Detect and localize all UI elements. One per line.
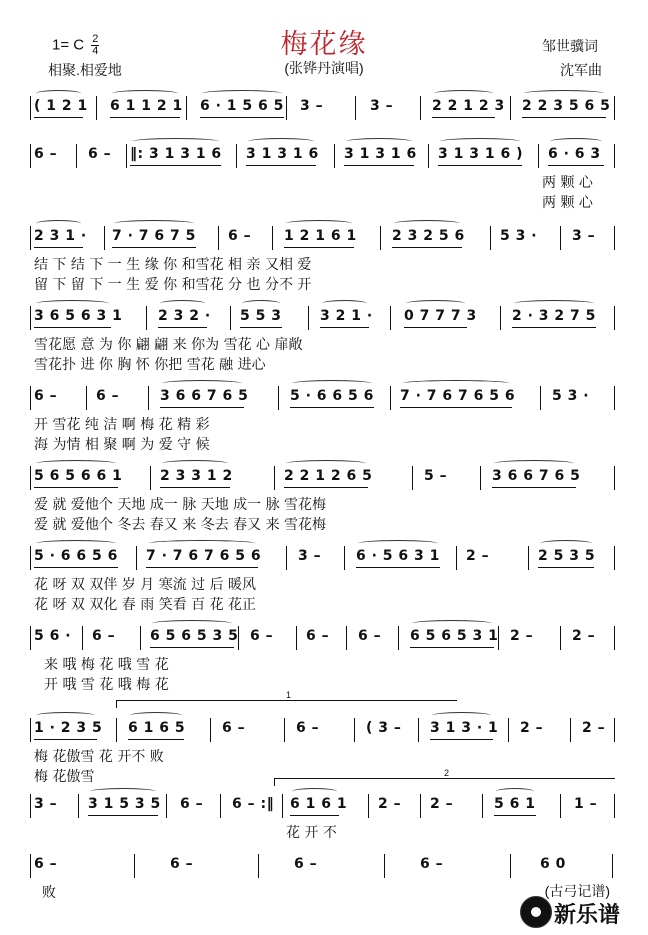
- slur-arc: [36, 90, 81, 97]
- bar-line: [334, 144, 335, 168]
- lyric-line-1: 结 下 结 下 一 生 缘 你 和雪花 相 亲 又相 爱: [34, 257, 312, 273]
- bar-line: [412, 466, 413, 490]
- slur-arc: [434, 90, 493, 97]
- beam-underline: [284, 487, 368, 488]
- measure-notes: 3 1 3 1 6: [246, 146, 319, 162]
- bar-line: [136, 546, 137, 570]
- measure-notes: 3 –: [298, 548, 322, 564]
- slur-arc: [514, 300, 594, 307]
- bar-line: [560, 794, 561, 818]
- beam-underline: [160, 407, 244, 408]
- volta-number: 2: [444, 768, 450, 778]
- bar-line: [186, 96, 187, 120]
- bar-line: [30, 306, 31, 330]
- slur-arc: [292, 788, 337, 795]
- slur-arc: [540, 540, 592, 547]
- measure-notes: ‖: 3 1 3 1 6: [130, 146, 222, 162]
- bar-line: [528, 546, 529, 570]
- bar-line: [140, 626, 141, 650]
- bar-line: [420, 96, 421, 120]
- bar-line: [308, 306, 309, 330]
- beam-underline: [150, 647, 234, 648]
- beam-underline: [110, 117, 180, 118]
- slur-arc: [524, 90, 604, 97]
- beam-underline: [200, 117, 284, 118]
- measure-notes: 6 5 6 5 3 5: [150, 628, 239, 644]
- beam-underline: [538, 567, 594, 568]
- measure-notes: 2 –: [466, 548, 490, 564]
- measure-notes: 2 2 1 2 3: [432, 98, 505, 114]
- beam-underline: [112, 247, 196, 248]
- measure-notes: 5 · 6 6 5 6: [34, 548, 118, 564]
- measure-notes: 7 · 7 6 7 6 5 6: [146, 548, 262, 564]
- beam-underline: [522, 117, 606, 118]
- beam-underline: [404, 327, 467, 328]
- measure-notes: 3 6 6 7 6 5: [492, 468, 581, 484]
- bar-line: [614, 96, 615, 120]
- measure-notes: 6 –: [180, 796, 204, 812]
- slur-arc: [36, 460, 116, 467]
- bar-line: [614, 226, 615, 250]
- measure-notes: 6 · 1 5 6 5: [200, 98, 284, 114]
- lyricist: 邹世骥词: [542, 38, 598, 54]
- bar-line: [614, 466, 615, 490]
- bar-line: [230, 306, 231, 330]
- slur-arc: [394, 220, 460, 227]
- bar-line: [210, 718, 211, 742]
- bar-line: [134, 854, 135, 878]
- beam-underline: [34, 487, 118, 488]
- bar-line: [510, 854, 511, 878]
- measure-notes: 5 6 ·: [34, 628, 72, 644]
- lyric-line-2: 梅 花傲雪: [34, 769, 95, 785]
- bar-line: [96, 96, 97, 120]
- beam-underline: [240, 327, 282, 328]
- bar-line: [30, 794, 31, 818]
- measure-notes: 1 2 1 6 1: [284, 228, 357, 244]
- measure-notes: 6 –: [170, 856, 194, 872]
- bar-line: [480, 466, 481, 490]
- measure-notes: 2 3 1 ·: [34, 228, 87, 244]
- measure-notes: 6 –: [34, 146, 58, 162]
- slur-arc: [292, 380, 372, 387]
- slur-arc: [36, 220, 81, 227]
- bar-line: [274, 466, 275, 490]
- beam-underline: [356, 567, 440, 568]
- measure-notes: 3 –: [34, 796, 58, 812]
- beam-underline: [438, 165, 522, 166]
- measure-notes: 6 –: [96, 388, 120, 404]
- slur-arc: [130, 712, 182, 719]
- measure-notes: 5 6 1: [494, 796, 536, 812]
- measure-notes: 3 6 5 6 3 1: [34, 308, 123, 324]
- bar-line: [30, 546, 31, 570]
- measure-notes: 6 · 6 3: [548, 146, 601, 162]
- measure-notes: 6 0: [540, 856, 566, 872]
- beam-underline: [432, 117, 495, 118]
- lyric-line-1: 败: [42, 885, 56, 901]
- beam-underline: [284, 247, 354, 248]
- slur-arc: [402, 380, 510, 387]
- slur-arc: [152, 620, 232, 627]
- slur-arc: [36, 712, 95, 719]
- slur-arc: [346, 138, 412, 145]
- measure-notes: 6 –: [88, 146, 112, 162]
- bar-line: [76, 144, 77, 168]
- slur-arc: [494, 460, 574, 467]
- bar-line: [500, 306, 501, 330]
- bar-line: [390, 386, 391, 410]
- bar-line: [116, 718, 117, 742]
- lyric-line-2: 留 下 留 下 一 生 爱 你 和雪花 分 也 分不 开: [34, 277, 312, 293]
- beam-underline: [246, 165, 316, 166]
- measure-notes: 1 · 2 3 5: [34, 720, 103, 736]
- bar-line: [236, 144, 237, 168]
- bar-line: [456, 546, 457, 570]
- bar-line: [418, 718, 419, 742]
- slur-arc: [114, 220, 194, 227]
- beam-underline: [34, 739, 97, 740]
- time-top: 2: [92, 33, 99, 45]
- bar-line: [614, 626, 615, 650]
- vinyl-disc-icon: [520, 896, 552, 928]
- slur-arc: [162, 460, 228, 467]
- bar-line: [346, 626, 347, 650]
- slur-arc: [202, 90, 282, 97]
- lyric-line-2: 开 哦 雪 花 哦 梅 花: [44, 677, 169, 693]
- bar-line: [126, 144, 127, 168]
- measure-notes: 2 –: [520, 720, 544, 736]
- volta-number: 1: [286, 690, 292, 700]
- tempo-mood: 相聚.相爱地: [48, 62, 122, 78]
- slur-arc: [148, 540, 256, 547]
- volta-bracket: [116, 700, 457, 708]
- measure-notes: ( 1 2 1: [34, 98, 88, 114]
- measure-notes: 2 –: [582, 720, 606, 736]
- lyric-line-1: 爱 就 爱他个 天地 成一 脉 天地 成一 脉 雪花梅: [34, 497, 327, 513]
- bar-line: [30, 144, 31, 168]
- lyric-line-1: 花 呀 双 双伴 岁 月 寒流 过 后 暖风: [34, 577, 257, 593]
- slur-arc: [550, 138, 602, 145]
- measure-notes: 3 1 3 · 1: [430, 720, 499, 736]
- bar-line: [398, 626, 399, 650]
- bar-line: [148, 386, 149, 410]
- bar-line: [614, 144, 615, 168]
- lyric-line-1: 两 颗 心: [542, 175, 593, 191]
- key-label: 1= C: [52, 36, 85, 54]
- beam-underline: [512, 327, 596, 328]
- measure-notes: 5 · 6 6 5 6: [290, 388, 374, 404]
- slur-arc: [496, 788, 534, 795]
- time-bottom: 4: [92, 45, 99, 57]
- key-signature: [52, 34, 99, 57]
- beam-underline: [34, 327, 111, 328]
- measure-notes: 1 –: [574, 796, 598, 812]
- measure-notes: 0 7 7 7 3: [404, 308, 477, 324]
- bar-line: [508, 718, 509, 742]
- beam-underline: [290, 815, 339, 816]
- bar-line: [614, 546, 615, 570]
- bar-line: [390, 306, 391, 330]
- measure-notes: 2 5 3 5: [538, 548, 596, 564]
- bar-line: [614, 718, 615, 742]
- measure-notes: 6 1 1 2 1: [110, 98, 183, 114]
- slur-arc: [248, 138, 314, 145]
- measure-notes: 6 –: [420, 856, 444, 872]
- bar-line: [560, 226, 561, 250]
- lyric-line-2: 花 呀 双 双化 春 雨 笑看 百 花 花正: [34, 597, 257, 613]
- measure-notes: 6 –: [92, 628, 116, 644]
- measure-notes: 5 3 ·: [500, 228, 538, 244]
- measure-notes: 6 –: [296, 720, 320, 736]
- beam-underline: [128, 739, 184, 740]
- slur-arc: [358, 540, 438, 547]
- measure-notes: 2 –: [430, 796, 454, 812]
- slur-arc: [406, 300, 465, 307]
- slur-arc: [242, 300, 280, 307]
- bar-line: [614, 386, 615, 410]
- beam-underline: [290, 407, 374, 408]
- logo-text: 新乐谱: [554, 903, 621, 928]
- bar-line: [384, 854, 385, 878]
- beam-underline: [130, 165, 221, 166]
- bar-line: [510, 96, 511, 120]
- beam-underline: [344, 165, 414, 166]
- bar-line: [380, 226, 381, 250]
- bar-line: [354, 718, 355, 742]
- bar-line: [78, 794, 79, 818]
- slur-arc: [412, 620, 492, 627]
- volta-bracket: [274, 778, 615, 786]
- measure-notes: 2 –: [510, 628, 534, 644]
- measure-notes: 2 –: [572, 628, 596, 644]
- bar-line: [150, 466, 151, 490]
- bar-line: [286, 546, 287, 570]
- bar-line: [482, 794, 483, 818]
- lyric-line-1: 梅 花傲雪 花 开不 败: [34, 749, 164, 765]
- measure-notes: 2 –: [378, 796, 402, 812]
- lyric-line-2: 雪花扑 进 你 胸 怀 你把 雪花 融 进心: [34, 357, 266, 373]
- bar-line: [166, 794, 167, 818]
- bar-line: [355, 96, 356, 120]
- bar-line: [560, 626, 561, 650]
- measure-notes: 6 – :‖: [232, 796, 275, 812]
- measure-notes: 3 –: [300, 98, 324, 114]
- measure-notes: 3 –: [572, 228, 596, 244]
- beam-underline: [548, 165, 604, 166]
- bar-line: [612, 854, 613, 878]
- bar-line: [278, 386, 279, 410]
- beam-underline: [34, 247, 83, 248]
- measure-notes: 6 –: [34, 388, 58, 404]
- measure-notes: 3 –: [370, 98, 394, 114]
- measure-notes: 6 –: [222, 720, 246, 736]
- bar-line: [490, 226, 491, 250]
- measure-notes: 3 6 6 7 6 5: [160, 388, 249, 404]
- bar-line: [30, 96, 31, 120]
- lyric-line-2: 海 为情 相 聚 啊 为 爱 守 候: [34, 437, 210, 453]
- bar-line: [614, 794, 615, 818]
- bar-line: [272, 226, 273, 250]
- measure-notes: 6 –: [250, 628, 274, 644]
- measure-notes: 3 1 3 1 6: [344, 146, 417, 162]
- slur-arc: [286, 460, 366, 467]
- measure-notes: 2 3 3 1 2: [160, 468, 233, 484]
- measure-notes: 5 –: [424, 468, 448, 484]
- measure-notes: 6 5 6 5 3 1: [410, 628, 499, 644]
- bar-line: [286, 96, 287, 120]
- lyric-line-1: 雪花愿 意 为 你 翩 翩 来 你为 雪花 心 扉敞: [34, 337, 303, 353]
- bar-line: [428, 144, 429, 168]
- slur-arc: [132, 138, 219, 145]
- bar-line: [146, 306, 147, 330]
- beam-underline: [400, 407, 512, 408]
- beam-underline: [88, 815, 158, 816]
- beam-underline: [160, 487, 230, 488]
- bar-line: [614, 306, 615, 330]
- measure-notes: 2 · 3 2 7 5: [512, 308, 596, 324]
- slur-arc: [36, 540, 116, 547]
- measure-notes: 6 –: [306, 628, 330, 644]
- measure-notes: 5 6 5 6 6 1: [34, 468, 123, 484]
- lyric-line-1: 花 开 不: [286, 825, 337, 841]
- measure-notes: 7 · 7 6 7 6 5 6: [400, 388, 516, 404]
- bar-line: [218, 226, 219, 250]
- transcriber-note: (古弓记谱): [544, 883, 610, 899]
- measure-notes: 7 · 7 6 7 5: [112, 228, 196, 244]
- measure-notes: 6 –: [228, 228, 252, 244]
- slur-arc: [286, 220, 352, 227]
- slur-arc: [440, 138, 520, 145]
- bar-line: [104, 226, 105, 250]
- bar-line: [82, 626, 83, 650]
- site-logo: [520, 896, 640, 928]
- beam-underline: [34, 117, 83, 118]
- lyric-line-1: 来 哦 梅 花 哦 雪 花: [44, 657, 169, 673]
- bar-line: [86, 386, 87, 410]
- measure-notes: 2 3 2 ·: [158, 308, 211, 324]
- bar-line: [30, 466, 31, 490]
- bar-line: [538, 144, 539, 168]
- beam-underline: [392, 247, 462, 248]
- measure-notes: 3 1 5 3 5: [88, 796, 161, 812]
- bar-line: [282, 794, 283, 818]
- measure-notes: ( 3 –: [366, 720, 402, 736]
- measure-notes: 6 –: [34, 856, 58, 872]
- bar-line: [420, 794, 421, 818]
- bar-line: [220, 794, 221, 818]
- measure-notes: 6 1 6 5: [128, 720, 186, 736]
- beam-underline: [320, 327, 369, 328]
- beam-underline: [494, 815, 536, 816]
- slur-arc: [112, 90, 178, 97]
- bar-line: [368, 794, 369, 818]
- slur-arc: [160, 300, 205, 307]
- bar-line: [30, 854, 31, 878]
- beam-underline: [492, 487, 576, 488]
- beam-underline: [146, 567, 258, 568]
- bar-line: [344, 546, 345, 570]
- beam-underline: [158, 327, 207, 328]
- performer-subtitle: (张铧丹演唱): [284, 60, 364, 76]
- lyric-line-2: 爱 就 爱他个 冬去 春又 来 冬去 春又 来 雪花梅: [34, 517, 327, 533]
- beam-underline: [410, 647, 494, 648]
- bar-line: [296, 626, 297, 650]
- measure-notes: 3 2 1 ·: [320, 308, 373, 324]
- measure-notes: 2 3 2 5 6: [392, 228, 465, 244]
- measure-notes: 2 2 1 2 6 5: [284, 468, 373, 484]
- measure-notes: 5 5 3: [240, 308, 282, 324]
- lyric-line-1: 开 雪花 纯 洁 啊 梅 花 精 彩: [34, 417, 210, 433]
- lyric-line-2: 两 颗 心: [542, 195, 593, 211]
- slur-arc: [162, 380, 242, 387]
- song-title: 梅花缘: [280, 29, 368, 60]
- slur-arc: [322, 300, 367, 307]
- bar-line: [540, 386, 541, 410]
- measure-notes: 6 –: [358, 628, 382, 644]
- bar-line: [30, 226, 31, 250]
- slur-arc: [90, 788, 156, 795]
- measure-notes: 2 2 3 5 6 5: [522, 98, 611, 114]
- measure-notes: 3 1 3 1 6 ): [438, 146, 523, 162]
- time-signature: [91, 34, 99, 57]
- slur-arc: [36, 300, 109, 307]
- bar-line: [570, 718, 571, 742]
- bar-line: [30, 718, 31, 742]
- composer: 沈军曲: [560, 62, 602, 78]
- slur-arc: [432, 712, 491, 719]
- beam-underline: [430, 739, 493, 740]
- measure-notes: 6 1 6 1: [290, 796, 348, 812]
- beam-underline: [34, 567, 118, 568]
- bar-line: [30, 626, 31, 650]
- bar-line: [258, 854, 259, 878]
- bar-line: [30, 386, 31, 410]
- measure-notes: 5 3 ·: [552, 388, 590, 404]
- measure-notes: 6 –: [294, 856, 318, 872]
- bar-line: [284, 718, 285, 742]
- measure-notes: 6 · 5 6 3 1: [356, 548, 440, 564]
